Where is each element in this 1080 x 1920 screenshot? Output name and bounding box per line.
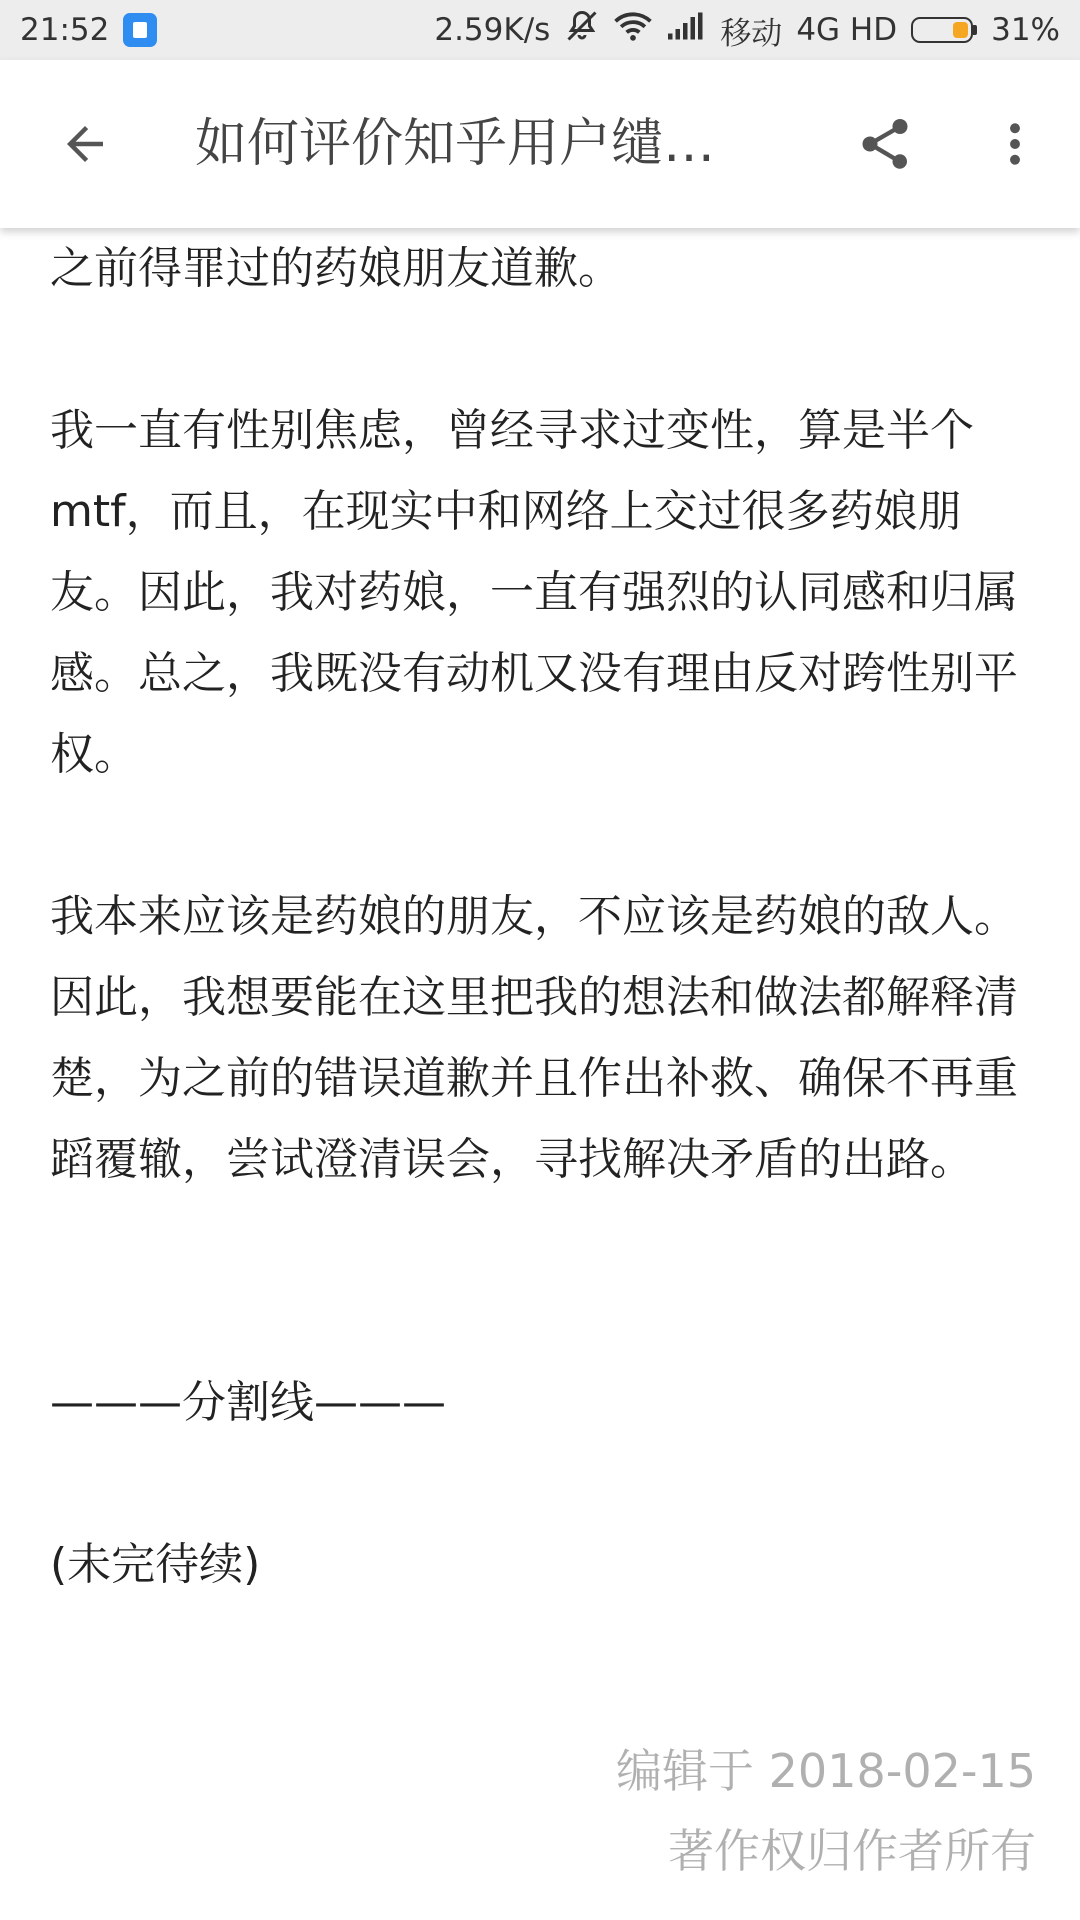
app-bar — [0, 60, 1080, 228]
mute-icon — [564, 8, 600, 52]
signal-icon — [666, 11, 706, 49]
page-title: 如何评价知乎用户缱… — [195, 114, 716, 174]
notification-app-icon — [123, 13, 157, 47]
status-time: 21:52 — [20, 12, 110, 48]
wifi-icon — [614, 10, 652, 50]
article-paragraph: 之前得罪过的药娘朋友道歉。 — [50, 243, 622, 294]
status-bar-right — [434, 8, 1060, 53]
status-bar-left — [20, 12, 157, 48]
battery-percent: 31% — [991, 12, 1060, 48]
share-button[interactable] — [840, 99, 930, 189]
article-paragraph: 我一直有性别焦虑，曾经寻求过变性，算是半个mtf，而且，在现实中和网络上交过很多药娘朋友。因此，我对药娘，一直有强烈的认同感和归属感。总之，我既没有动机又没有理由反对跨性别平权。 — [50, 405, 1018, 780]
article-paragraph: (未完待续) — [50, 1539, 261, 1590]
share-icon — [855, 114, 915, 174]
back-arrow-icon — [58, 117, 112, 171]
carrier-label: 移动 — [720, 15, 783, 52]
divider-text: ———分割线——— — [50, 1377, 446, 1428]
battery-icon — [911, 17, 977, 43]
network-speed: 2.59K/s — [434, 12, 551, 48]
more-vertical-icon — [988, 117, 1042, 171]
back-button[interactable] — [40, 99, 130, 189]
more-options-button[interactable] — [970, 99, 1060, 189]
copyright-notice: 著作权归作者所有 — [668, 1824, 1036, 1878]
network-type: 4G HD — [796, 12, 898, 48]
edit-date: 编辑于 2018-02-15 — [616, 1744, 1036, 1798]
article-paragraph: 我本来应该是药娘的朋友，不应该是药娘的敌人。因此，我想要能在这里把我的想法和做法都解释清楚，为之前的错误道歉并且作出补救、确保不再重蹈覆辙，尝试澄清误会，寻找解决矛盾的出路。 — [50, 891, 1018, 1185]
status-bar — [0, 0, 1080, 60]
